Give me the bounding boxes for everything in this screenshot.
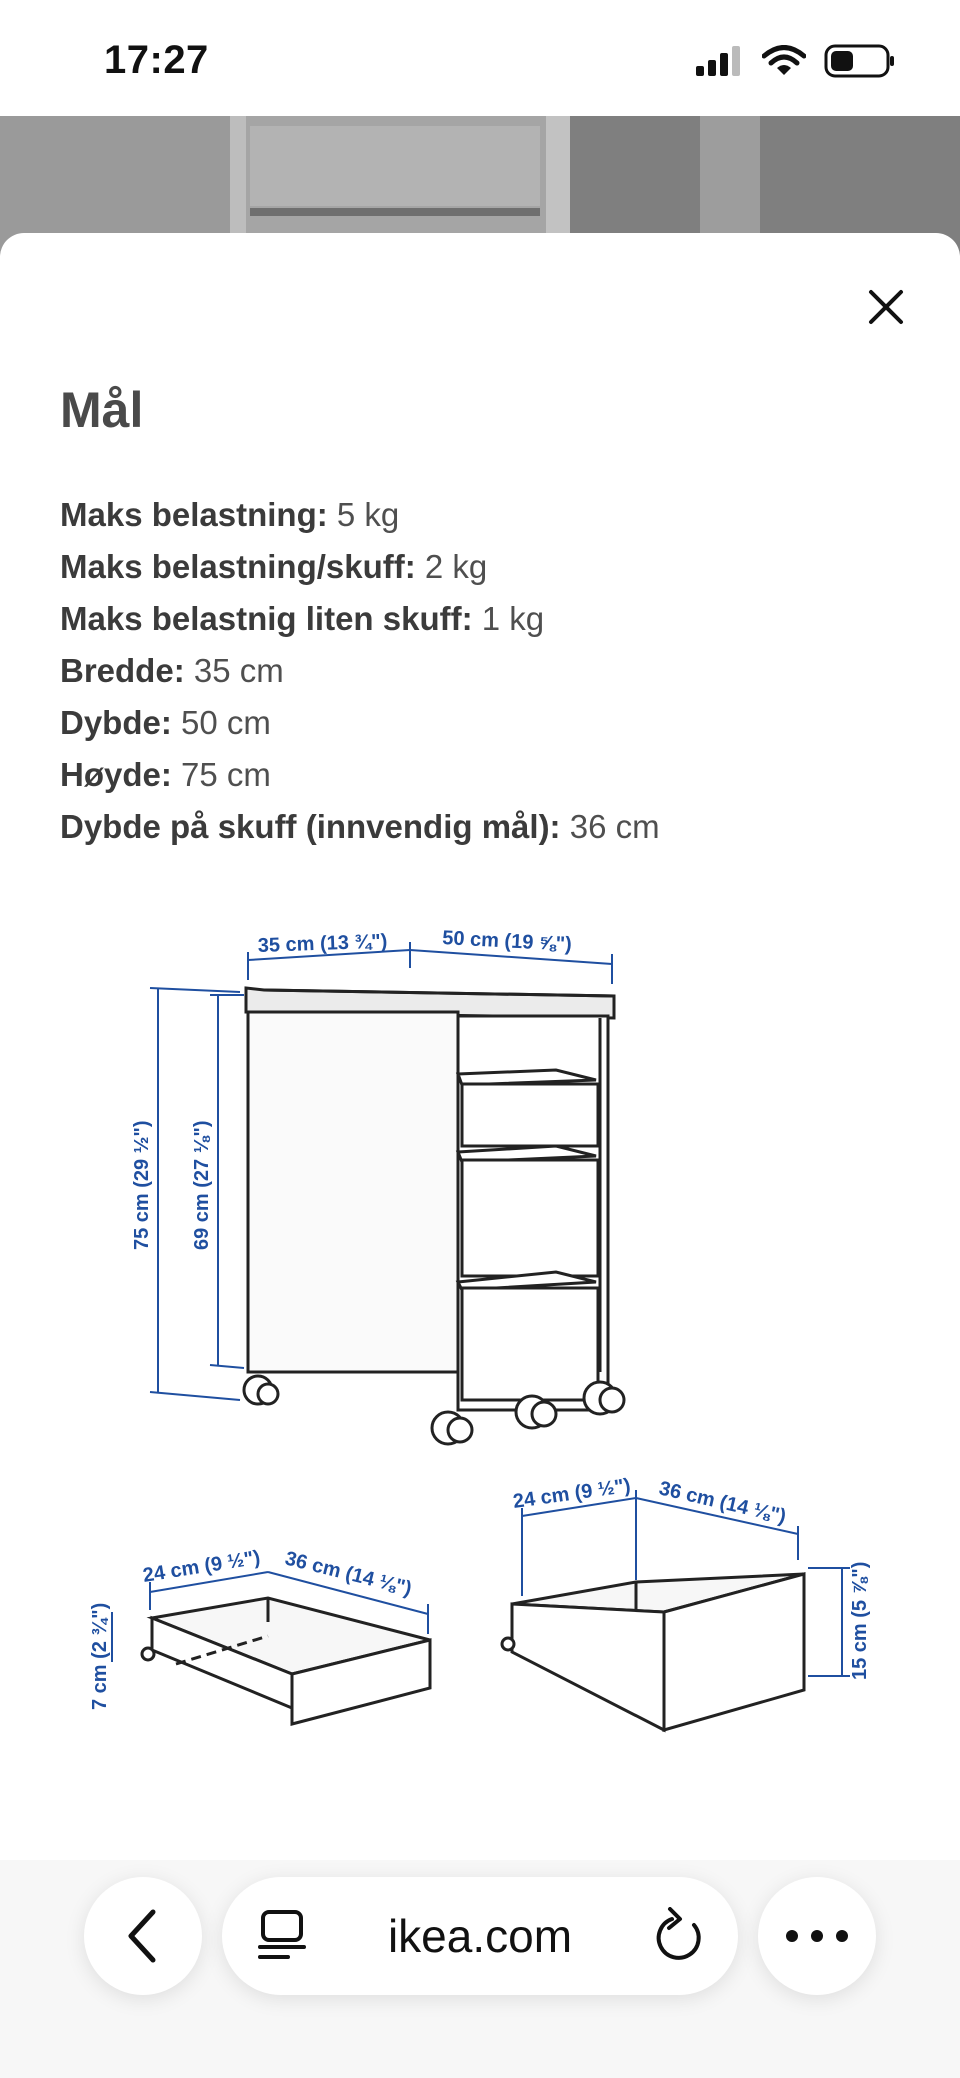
spec-value: 1 kg [472,600,545,637]
battery-icon [824,44,896,78]
chevron-left-icon [123,1908,163,1964]
spec-value: 50 cm [171,704,271,741]
spec-value: 5 kg [327,496,400,533]
width-dimension-label: 35 cm (13 ¾") [257,930,388,957]
status-icons [696,44,896,78]
spec-value: 75 cm [171,756,271,793]
spec-value: 2 kg [415,548,488,585]
spec-label: Høyde: [60,756,172,793]
small-drawer-height-label: 7 cm (2 ¾") [89,1602,111,1710]
close-button[interactable] [858,279,914,335]
reload-icon[interactable] [654,1907,708,1965]
small-drawer-depth-label: 36 cm (14 ⅛") [282,1547,414,1601]
status-bar [0,0,960,116]
browser-bottom-bar [0,1860,960,2078]
spec-value: 36 cm [560,808,660,845]
more-button[interactable] [758,1877,876,1995]
status-time: 17:27 [104,38,209,82]
spec-max-load-drawer [60,541,660,593]
more-icon [785,1929,849,1943]
spec-max-load-small-drawer [60,593,660,645]
spec-label: Bredde: [60,652,185,689]
total-height-label: 75 cm (29 ½") [131,1120,153,1250]
large-drawer-depth-label: 36 cm (14 ⅛") [656,1477,789,1529]
dimension-diagram [0,650,960,1760]
spec-label: Maks belastning/skuff: [60,548,416,585]
sheet-title: Mål [60,382,144,438]
spec-label: Dybde: [60,704,172,741]
spec-max-load [60,489,660,541]
spec-value: 35 cm [184,652,284,689]
cellular-signal-icon [696,46,744,76]
small-drawer-width-label: 24 cm (9 ½") [141,1546,262,1587]
spec-label: Maks belastning: [60,496,328,533]
body-height-label: 69 cm (27 ⅛") [191,1120,213,1250]
large-drawer-illustration [502,1574,804,1730]
back-button[interactable] [84,1877,202,1995]
drawer-unit-illustration [244,988,624,1444]
large-drawer-width-label: 24 cm (9 ½") [511,1474,632,1513]
dimension-drawing [0,650,960,1760]
depth-dimension-label: 50 cm (19 ⅝") [441,927,573,956]
close-icon [868,289,904,325]
address-url[interactable]: ikea.com [387,1910,573,1962]
wifi-icon [762,45,806,77]
spec-label: Dybde på skuff (innvendig mål): [60,808,561,845]
small-drawer-illustration [142,1598,430,1724]
address-bar[interactable] [222,1877,738,1995]
spec-label: Maks belastnig liten skuff: [60,600,473,637]
large-drawer-height-label: 15 cm (5 ⅞") [849,1561,871,1680]
